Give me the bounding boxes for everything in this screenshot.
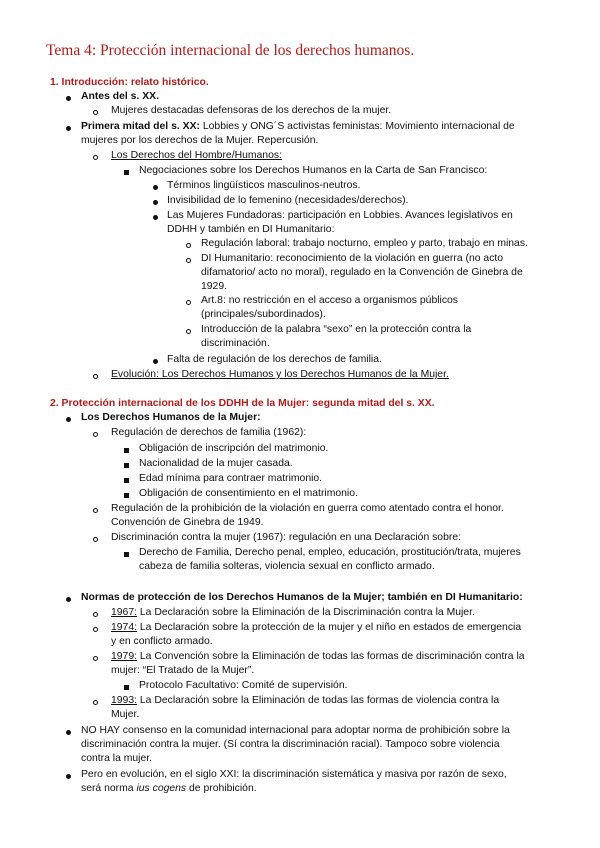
list-item-continued: contra la mujer. (81, 753, 153, 764)
year-text: La Declaración sobre la Eliminación de todas las formas de violencia contra la (137, 695, 500, 706)
list-item-continued: DDHH y también en DI Humanitario: (167, 224, 335, 235)
list-item: Pero en evolución, en el siglo XXI: la discriminación sistemática y masiva por razón de sexo, (81, 769, 507, 780)
list-item: Falta de regulación de los derechos de familia. (167, 354, 382, 365)
list-item-continued: cabeza de familia solteras, violencia sexual en conflicto armado. (139, 561, 435, 572)
square-bullet-icon (124, 685, 129, 690)
circle-bullet-icon (93, 432, 98, 437)
pero-text-b: de prohibición. (186, 783, 257, 794)
year-label: 1974: (111, 622, 138, 633)
circle-bullet-icon (93, 612, 98, 617)
list-item: Regulación de derechos de familia (1962): (111, 427, 307, 438)
list-item-continued: (principales/subordinados). (201, 309, 326, 320)
circle-bullet-icon (93, 374, 98, 379)
list-item: Términos lingüísticos masculinos-neutros. (167, 180, 361, 191)
bullet-icon (66, 774, 71, 779)
bullet-icon (66, 126, 71, 131)
list-item: Obligación de inscripción del matrimonio. (139, 443, 329, 454)
list-item-continued: Mujer. (111, 709, 140, 720)
square-bullet-icon (124, 448, 129, 453)
year-label: 1967: (111, 607, 138, 618)
circle-bullet-icon (93, 155, 98, 160)
list-item-continued: mujer: “El Tratado de la Mujer”. (111, 665, 255, 676)
square-bullet-icon (124, 463, 129, 468)
list-item-continued: discriminación. (201, 338, 270, 349)
circle-bullet-icon (93, 700, 98, 705)
list-item: Introducción de la palabra “sexo” en la protección contra la (201, 324, 472, 335)
list-item (111, 621, 521, 635)
circle-bullet-icon (186, 258, 191, 263)
pero-text-a: será norma (81, 783, 137, 794)
circle-bullet-icon (93, 110, 98, 115)
primera-label: Primera mitad del s. XX: (81, 121, 200, 132)
list-item: Las Mujeres Fundadoras: participación en Lobbies. Avances legislativos en (167, 210, 513, 221)
list-item-continued (81, 782, 257, 796)
year-label: 1993: (111, 695, 138, 706)
year-text: La Declaración sobre la Eliminación de la Discriminación contra la Mujer. (137, 607, 475, 618)
subheading: Evolución: Los Derechos Humanos y los Derechos Humanos de la Mujer. (111, 369, 449, 380)
circle-bullet-icon (93, 508, 98, 513)
square-bullet-icon (124, 478, 129, 483)
list-item: DI Humanitario: reconocimiento de la violación en guerra (no acto (201, 253, 504, 264)
subheading: Los Derechos del Hombre/Humanos: (111, 150, 282, 161)
circle-bullet-icon (186, 243, 191, 248)
year-text: La Declaración sobre la protección de la mujer y el niño en estados de emergencia (137, 622, 522, 633)
bullet-icon (66, 96, 71, 101)
list-item-continued: discriminación contra la mujer. (Sí contra la discriminación racial). Tampoco sobre violencia (81, 739, 500, 750)
document-title: Tema 4: Protección internacional de los derechos humanos. (46, 42, 415, 59)
list-item: Invisibilidad de lo femenino (necesidades/derechos). (167, 195, 409, 206)
primera-text: Lobbies y ONG´S activistas feministas: Movimiento internacional de (199, 121, 515, 132)
list-item: Regulación de la prohibición de la violación en guerra como atentado contra el honor. (111, 503, 504, 514)
list-item-continued: 1929. (201, 281, 228, 292)
subheading: Los Derechos Humanos de la Mujer: (81, 412, 261, 423)
bullet-icon (153, 185, 158, 190)
bullet-icon (153, 359, 158, 364)
list-item-continued: Convención de Ginebra de 1949. (111, 517, 264, 528)
list-item (111, 694, 499, 708)
bullet-icon (153, 200, 158, 205)
list-item-continued: y en conflicto armado. (111, 636, 213, 647)
list-item: Regulación laboral: trabajo nocturno, empleo y parto, trabajo en minas. (201, 238, 528, 249)
antes-heading: Antes del s. XX. (81, 91, 159, 102)
circle-bullet-icon (186, 300, 191, 305)
bullet-icon (153, 215, 158, 220)
list-item: Mujeres destacadas defensoras de los derechos de la mujer. (111, 105, 392, 116)
list-item: Edad mínima para contraer matrimonio. (139, 473, 323, 484)
square-bullet-icon (124, 493, 129, 498)
subheading: Normas de protección de los Derechos Humanos de la Mujer; también en DI Humanitario: (81, 592, 523, 603)
list-item: Derecho de Familia, Derecho penal, empleo, educación, prostitución/trata, mujeres (139, 547, 521, 558)
list-item: Obligación de consentimiento en el matrimonio. (139, 488, 358, 499)
list-item (111, 650, 525, 664)
bullet-icon (66, 417, 71, 422)
year-text: La Convención sobre la Eliminación de todas las formas de discriminación contra la (137, 651, 525, 662)
bullet-icon (66, 730, 71, 735)
ius-cogens-term: ius cogens (136, 783, 187, 794)
list-item: Nacionalidad de la mujer casada. (139, 458, 293, 469)
year-label: 1979: (111, 651, 138, 662)
list-item (111, 606, 475, 620)
circle-bullet-icon (93, 656, 98, 661)
circle-bullet-icon (186, 329, 191, 334)
list-item: Discriminación contra la mujer (1967): regulación en una Declaración sobre: (111, 532, 461, 543)
list-item: NO HAY consenso en la comunidad internacional para adoptar norma de prohibición sobre la (81, 725, 510, 736)
list-item: Art.8: no restricción en el acceso a organismos públicos (201, 295, 459, 306)
square-bullet-icon (124, 552, 129, 557)
list-item: Negociaciones sobre los Derechos Humanos en la Carta de San Francisco: (139, 165, 488, 176)
circle-bullet-icon (93, 537, 98, 542)
list-item (81, 120, 515, 134)
list-item: Protocolo Facultativo: Comité de supervisión. (139, 680, 348, 691)
list-item-continued: difamatorio/ acto no moral), regulado en la Convención de Ginebra de (201, 267, 523, 278)
bullet-icon (66, 597, 71, 602)
section-1-heading: 1. Introducción: relato histórico. (50, 77, 209, 88)
section-2-heading: 2. Protección internacional de los DDHH de la Mujer: segunda mitad del s. XX. (50, 398, 435, 409)
list-item-continued: mujeres por los derechos de la Mujer. Repercusión. (81, 135, 319, 146)
circle-bullet-icon (93, 627, 98, 632)
square-bullet-icon (124, 170, 129, 175)
